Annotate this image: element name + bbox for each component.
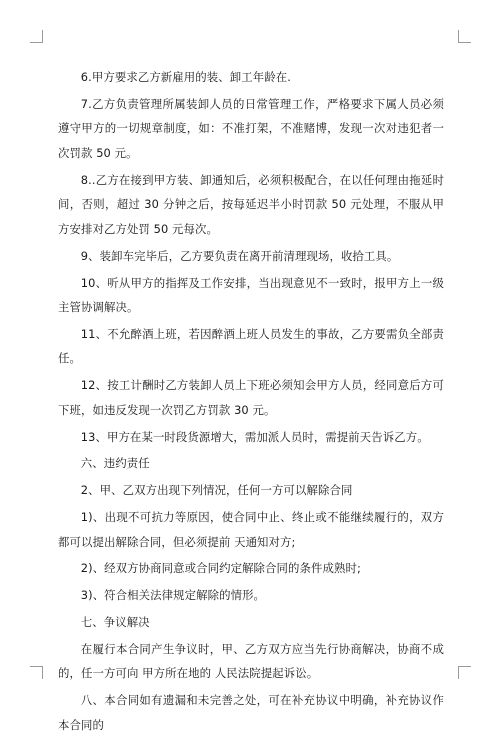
paragraph-supplement: 八、本合同如有遗漏和未完善之处，可在补充协议中明确，补充协议作本合同的 <box>58 693 444 732</box>
crop-mark-bottom-left <box>30 666 43 679</box>
paragraph-clause-12: 12、按工计酬时乙方装卸人员上下班必须知会甲方人员，经同意后方可下班，如违反发现一次罚乙方罚款 30 元。 <box>58 378 444 417</box>
paragraph-clause-7: 7.乙方负责管理所属装卸人员的日常管理工作，严格要求下属人员必须遵守甲方的一切规章制度，如：不准打架，不准赌博，发现一次对违犯者一次罚款 50 元。 <box>58 96 444 160</box>
paragraph-termination-item-3: 3)、符合相关法律规定解除的情形。 <box>80 588 266 603</box>
paragraph-clause-6: 6.甲方要求乙方新雇用的装、卸工年龄在. <box>80 70 291 84</box>
crop-mark-top-right <box>458 30 471 43</box>
paragraph-termination-item-1: 1)、出现不可抗力等原因，使合同中止、终止或不能继续履行的，双方都可以提出解除合同，但必须提前 天通知对方; <box>58 509 444 549</box>
paragraph-clause-8: 8..乙方在接到甲方装、卸通知后，必须积极配合，在以任何理由拖延时间，否则，超过 30 分钟之后，按每延迟半小时罚款 50 元处理，不服从甲方安排对乙方处罚 50 元每次。 <box>58 172 444 236</box>
crop-mark-bottom-right <box>458 666 471 679</box>
document-body <box>58 65 444 739</box>
paragraph-termination-item-2: 2)、经双方协商同意或合同约定解除合同的条件成熟时; <box>80 561 361 576</box>
paragraph-termination-intro: 2、甲、乙双方出现下列情况，任何一方可以解除合同 <box>80 483 353 498</box>
section-heading-liability: 六、违约责任 <box>80 456 150 471</box>
section-heading-dispute: 七、争议解决 <box>80 614 150 629</box>
paragraph-clause-11: 11、不允醉酒上班，若因醉酒上班人员发生的事故，乙方要需负全部责任。 <box>58 326 444 366</box>
paragraph-clause-10: 10、听从甲方的指挥及工作安排，当出现意见不一致时，报甲方上一级主管协调解决。 <box>58 275 444 315</box>
crop-mark-top-left <box>30 30 43 43</box>
paragraph-dispute-resolution: 在履行本合同产生争议时，甲、乙方双方应当先行协商解决，协商不成的，任一方可向 甲方所在地的 人民法院提起诉讼。 <box>58 641 444 681</box>
paragraph-clause-9: 9、装卸车完毕后，乙方要负责在离开前清理现场，收拾工具。 <box>80 248 399 263</box>
paragraph-clause-13: 13、甲方在某一时段货源增大，需加派人员时，需提前天告诉乙方。 <box>80 429 429 444</box>
